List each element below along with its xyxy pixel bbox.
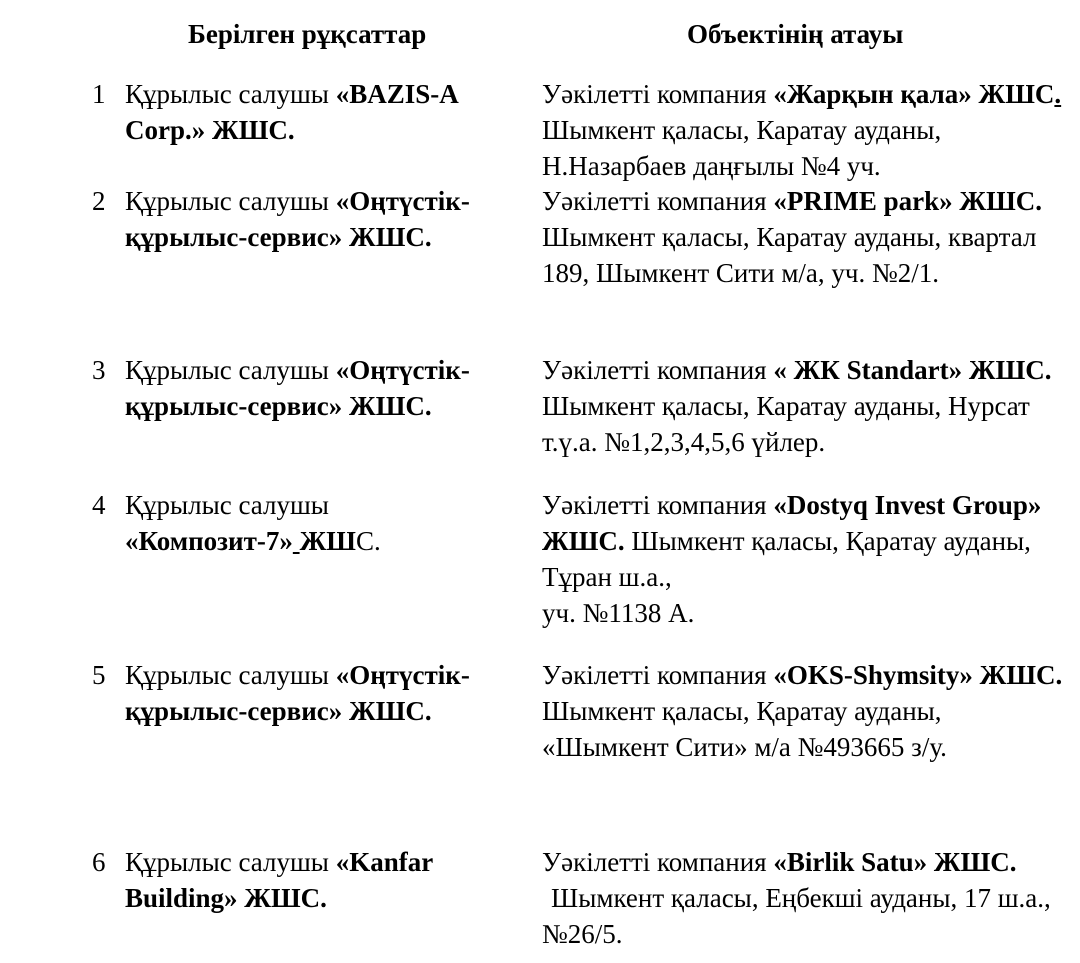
permit-cell (125, 76, 525, 148)
permit-prefix: Құрылыс салушы (125, 847, 336, 877)
company-name-period: . (1054, 79, 1062, 109)
object-prefix: Уәкілетті компания (542, 186, 774, 216)
company-name: « ЖК Standart» ЖШС. (773, 355, 1052, 385)
object-address: Шымкент қаласы, Қаратау ауданы, Тұран ш.а., (542, 526, 1031, 592)
object-prefix: Уәкілетті компания (542, 355, 774, 385)
object-cell (542, 352, 1072, 460)
developer-name: «Композит-7» (125, 526, 293, 556)
permit-prefix: Құрылыс салушы (125, 490, 329, 520)
developer-name: «Оңтүстік-құрылыс-сервис» ЖШС. (125, 186, 470, 252)
object-address: Шымкент қаласы, Еңбекші ауданы, 17 ш.а., №26/5. (542, 883, 1051, 949)
permit-cell (125, 844, 485, 916)
permit-cell (125, 352, 525, 424)
object-address: Шымкент қаласы, Қаратау ауданы, «Шымкент Сити» м/а №493665 з/у. (542, 696, 947, 762)
permit-cell (125, 183, 525, 255)
underlined-space (293, 526, 300, 556)
company-name: «Dostyq Invest Group» ЖШС. (542, 490, 1042, 556)
company-name: «PRIME park» ЖШС. (773, 186, 1042, 216)
developer-name: «BAZIS-A Corp.» ЖШС. (125, 79, 458, 145)
permit-prefix: Құрылыс салушы (125, 79, 336, 109)
legal-form: ЖШ (299, 526, 356, 556)
company-name: «Жарқын қала» ЖШС (773, 79, 1055, 109)
row-number: 6 (92, 847, 106, 877)
developer-name: «Оңтүстік-құрылыс-сервис» ЖШС. (125, 660, 470, 726)
row-number: 1 (92, 79, 106, 109)
row-number: 4 (92, 490, 106, 520)
permits-column-header: Берілген рұқсаттар (188, 19, 427, 49)
object-address: Шымкент қаласы, Каратау ауданы, квартал 189, Шымкент Сити м/а, уч. №2/1. (542, 222, 1037, 288)
permit-prefix: Құрылыс салушы (125, 660, 336, 690)
object-address: Шымкент қаласы, Каратау ауданы, Нурсат т.ү.а. №1,2,3,4,5,6 үйлер. (542, 391, 1030, 457)
object-cell (542, 844, 1072, 952)
legal-form-end: С. (355, 526, 381, 556)
object-prefix: Уәкілетті компания (542, 660, 774, 690)
object-name-column-header: Объектінің атауы (687, 19, 904, 49)
row-number: 3 (92, 355, 106, 385)
company-name: «OKS-Shymsity» ЖШС. (773, 660, 1063, 690)
object-prefix: Уәкілетті компания (542, 79, 774, 109)
object-cell (542, 76, 1072, 184)
developer-name: «Оңтүстік-құрылыс-сервис» ЖШС. (125, 355, 470, 421)
object-prefix: Уәкілетті компания (542, 490, 774, 520)
object-cell (542, 657, 1072, 765)
permit-cell (125, 487, 425, 559)
company-name: «Birlik Satu» ЖШС. (773, 847, 1017, 877)
object-cell (542, 183, 1072, 291)
object-cell (542, 487, 1072, 631)
row-number: 2 (92, 186, 106, 216)
developer-name: «Kanfar Building» ЖШС. (125, 847, 433, 913)
permit-prefix: Құрылыс салушы (125, 186, 336, 216)
object-prefix: Уәкілетті компания (542, 847, 774, 877)
object-plot: уч. №1138 А. (542, 598, 695, 628)
row-number: 5 (92, 660, 106, 690)
permit-prefix: Құрылыс салушы (125, 355, 336, 385)
object-address: Шымкент қаласы, Каратау ауданы, Н.Назарбаев даңғылы №4 уч. (542, 115, 942, 181)
permit-cell (125, 657, 525, 729)
